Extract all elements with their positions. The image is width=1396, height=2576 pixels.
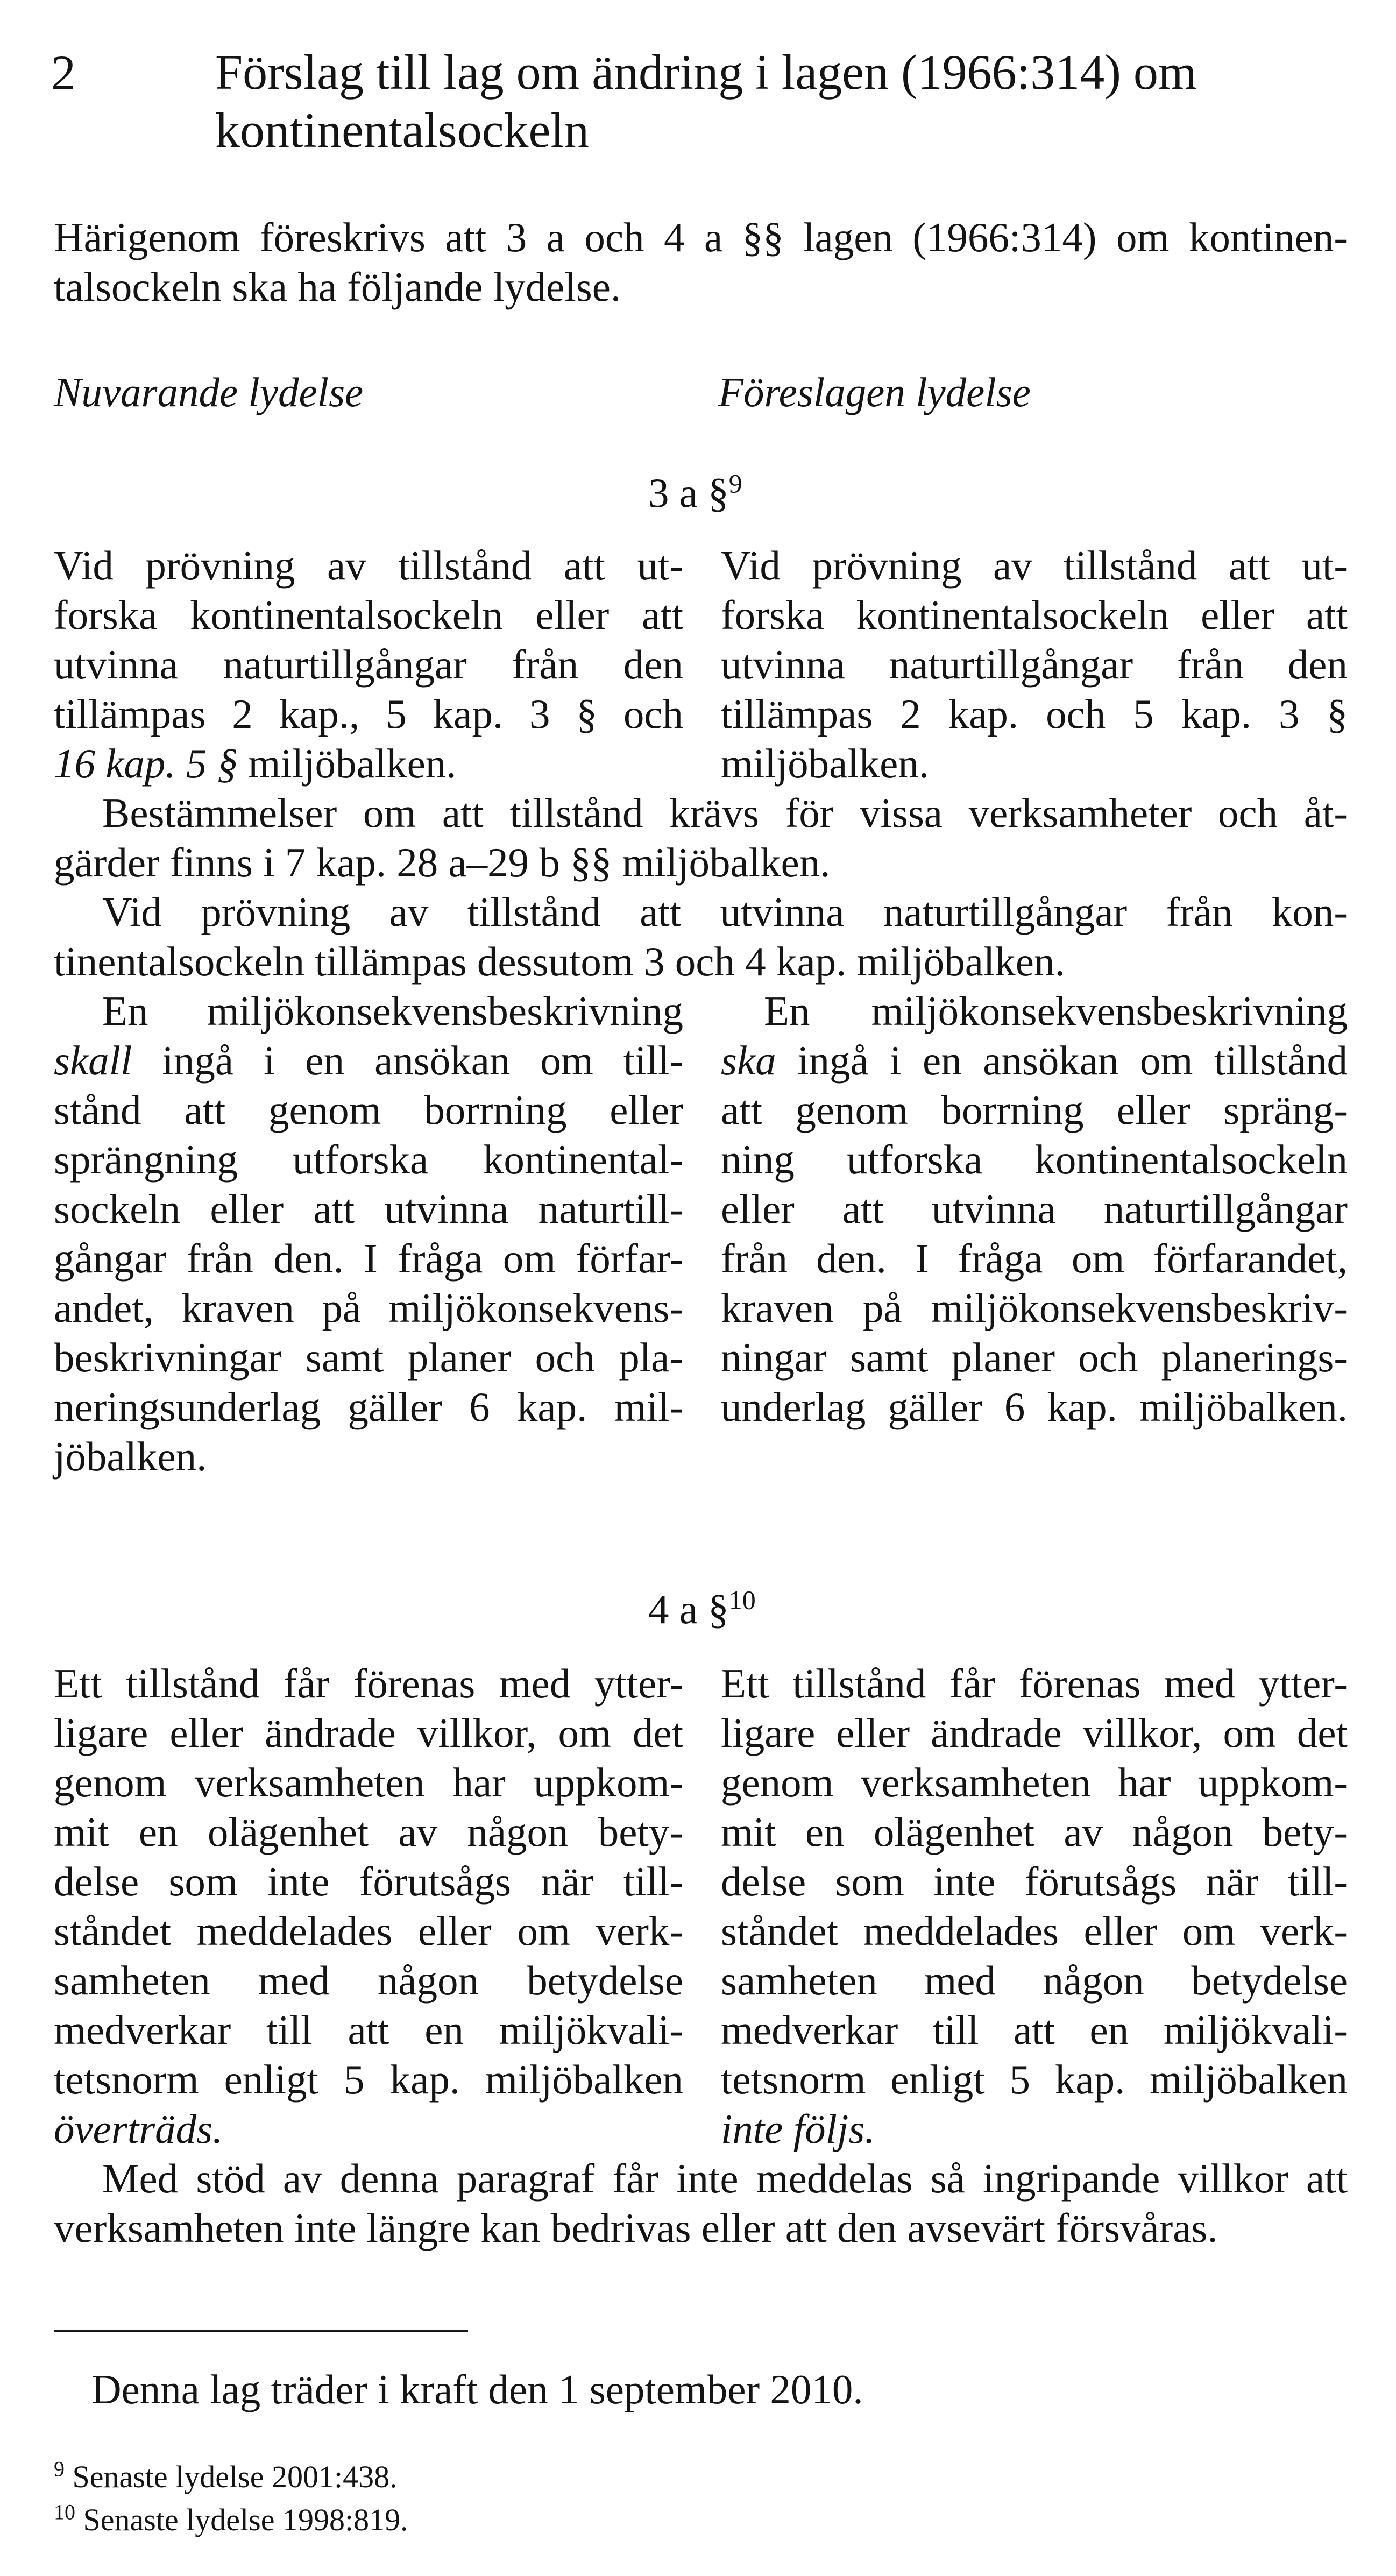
text-line: kraven på miljökonsekvensbeskriv- bbox=[721, 1285, 1348, 1331]
s3a-p2-line-1: Bestämmelser om att tillstånd krävs för vissa verksamheter och åt- bbox=[102, 790, 1348, 836]
text-line: tetsnorm enligt 5 kap. miljöbalken bbox=[721, 2056, 1348, 2103]
text-line: delse som inte förutsågs när till- bbox=[721, 1858, 1348, 1905]
text-span: ingå i en ansökan om till- bbox=[132, 1037, 683, 1084]
text-line: jöbalken. bbox=[54, 1433, 207, 1480]
s3a-p2-line-2: gärder finns i 7 kap. 28 a–29 b §§ miljöbalken. bbox=[54, 839, 831, 886]
title-line-2: kontinentalsockeln bbox=[215, 103, 589, 158]
section-heading-4a bbox=[648, 1584, 756, 1634]
text-line: neringsunderlag gäller 6 kap. mil- bbox=[54, 1384, 683, 1430]
italic-change: skall bbox=[54, 1037, 132, 1084]
text-line: samheten med någon betydelse bbox=[721, 1957, 1348, 2004]
column-header-proposed: Föreslagen lydelse bbox=[718, 369, 1031, 415]
text-line: beskrivningar samt planer och pla- bbox=[54, 1334, 683, 1381]
text-line: underlag gäller 6 kap. miljöbalken. bbox=[721, 1384, 1348, 1430]
text-line: Ett tillstånd får förenas med ytter- bbox=[721, 1660, 1348, 1707]
text-line: medverkar till att en miljökvali- bbox=[721, 2007, 1348, 2053]
page-number: 2 bbox=[51, 45, 76, 100]
footnote-text: Senaste lydelse 2001:438. bbox=[72, 2459, 398, 2494]
text-span: miljöbalken. bbox=[238, 740, 457, 787]
text-line: ningar samt planer och planerings- bbox=[721, 1334, 1348, 1381]
footnote-text: Senaste lydelse 1998:819. bbox=[83, 2502, 408, 2537]
s4a-p2-line-2: verksamheten inte längre kan bedrivas eller att den avsevärt försvåras. bbox=[54, 2205, 1218, 2251]
intro-line-1: Härigenom föreskrivs att 3 a och 4 a §§ lagen (1966:314) om kontinen- bbox=[54, 214, 1348, 260]
text-line: mit en olägenhet av någon bety- bbox=[54, 1809, 683, 1855]
section-heading-3a bbox=[648, 468, 742, 518]
text-line: ligare eller ändrade villkor, om det bbox=[54, 1710, 683, 1756]
s3a-p3-line-1: Vid prövning av tillstånd att utvinna naturtillgångar från kon- bbox=[102, 889, 1348, 935]
italic-change: inte följs. bbox=[721, 2106, 875, 2152]
text-line: tetsnorm enligt 5 kap. miljöbalken bbox=[54, 2056, 683, 2103]
text-line: tillämpas 2 kap. och 5 kap. 3 § bbox=[721, 691, 1348, 737]
text-line bbox=[54, 739, 683, 788]
text-line: utvinna naturtillgångar från den bbox=[54, 641, 683, 688]
text-line: utvinna naturtillgångar från den bbox=[721, 641, 1348, 688]
s4a-p2-line-1: Med stöd av denna paragraf får inte meddelas så ingripande villkor att bbox=[102, 2155, 1348, 2202]
text-line: stånd att genom borrning eller bbox=[54, 1087, 683, 1133]
text-line: tillämpas 2 kap., 5 kap. 3 § och bbox=[54, 691, 683, 737]
text-line: Vid prövning av tillstånd att ut- bbox=[721, 542, 1348, 589]
text-line: Vid prövning av tillstånd att ut- bbox=[54, 542, 683, 589]
section-label-3a: 3 a § bbox=[648, 470, 729, 516]
text-line: genom verksamheten har uppkom- bbox=[54, 1759, 683, 1806]
text-line: genom verksamheten har uppkom- bbox=[721, 1759, 1348, 1806]
footnote-ref-9: 9 bbox=[728, 468, 742, 499]
text-line: gångar från den. I fråga om förfar- bbox=[54, 1235, 683, 1282]
text-line: Ett tillstånd får förenas med ytter- bbox=[54, 1660, 683, 1707]
text-line: sprängning utforska kontinental- bbox=[54, 1136, 683, 1183]
text-line: miljöbalken. bbox=[721, 740, 930, 787]
text-line: forska kontinentalsockeln eller att bbox=[54, 592, 683, 638]
text-line: En miljökonsekvensbeskrivning bbox=[764, 988, 1348, 1034]
text-line: forska kontinentalsockeln eller att bbox=[721, 592, 1348, 638]
footnote-ref-10: 10 bbox=[728, 1584, 756, 1615]
section-label-4a: 4 a § bbox=[648, 1586, 729, 1632]
text-line: ståndet meddelades eller om verk- bbox=[721, 1908, 1348, 1954]
footnote-divider bbox=[54, 2330, 468, 2332]
text-line: ning utforska kontinentalsockeln bbox=[721, 1136, 1348, 1183]
column-header-current: Nuvarande lydelse bbox=[54, 369, 364, 415]
italic-change: ska bbox=[721, 1037, 776, 1084]
footnote-9 bbox=[54, 2458, 398, 2496]
text-line: att genom borrning eller spräng- bbox=[721, 1087, 1348, 1133]
footnote-number: 9 bbox=[54, 2457, 65, 2481]
effective-date: Denna lag träder i kraft den 1 september 2010. bbox=[91, 2366, 863, 2412]
text-line: mit en olägenhet av någon bety- bbox=[721, 1809, 1348, 1855]
text-line bbox=[721, 1036, 1348, 1085]
italic-change: överträds. bbox=[54, 2106, 223, 2152]
s3a-p3-line-2: tinentalsockeln tillämpas dessutom 3 och 4 kap. miljöbalken. bbox=[54, 938, 1065, 985]
text-line: samheten med någon betydelse bbox=[54, 1957, 683, 2004]
text-line: medverkar till att en miljökvali- bbox=[54, 2007, 683, 2053]
title-line-1: Förslag till lag om ändring i lagen (1966:314) om bbox=[215, 45, 1197, 100]
text-line: eller att utvinna naturtillgångar bbox=[721, 1186, 1348, 1232]
text-line: ståndet meddelades eller om verk- bbox=[54, 1908, 683, 1954]
text-line: ligare eller ändrade villkor, om det bbox=[721, 1710, 1348, 1756]
text-line: från den. I fråga om förfarandet, bbox=[721, 1235, 1348, 1282]
intro-line-2: talsockeln ska ha följande lydelse. bbox=[54, 264, 621, 310]
footnote-10 bbox=[54, 2501, 408, 2539]
footnote-number: 10 bbox=[54, 2500, 75, 2524]
text-line: En miljökonsekvensbeskrivning bbox=[102, 988, 683, 1034]
text-line: andet, kraven på miljökonsekvens- bbox=[54, 1285, 683, 1331]
text-line bbox=[54, 1036, 683, 1085]
text-span: ingå i en ansökan om tillstånd bbox=[776, 1037, 1348, 1084]
italic-change: 16 kap. 5 § bbox=[54, 740, 238, 787]
text-line: delse som inte förutsågs när till- bbox=[54, 1858, 683, 1905]
text-line: sockeln eller att utvinna naturtill- bbox=[54, 1186, 683, 1232]
